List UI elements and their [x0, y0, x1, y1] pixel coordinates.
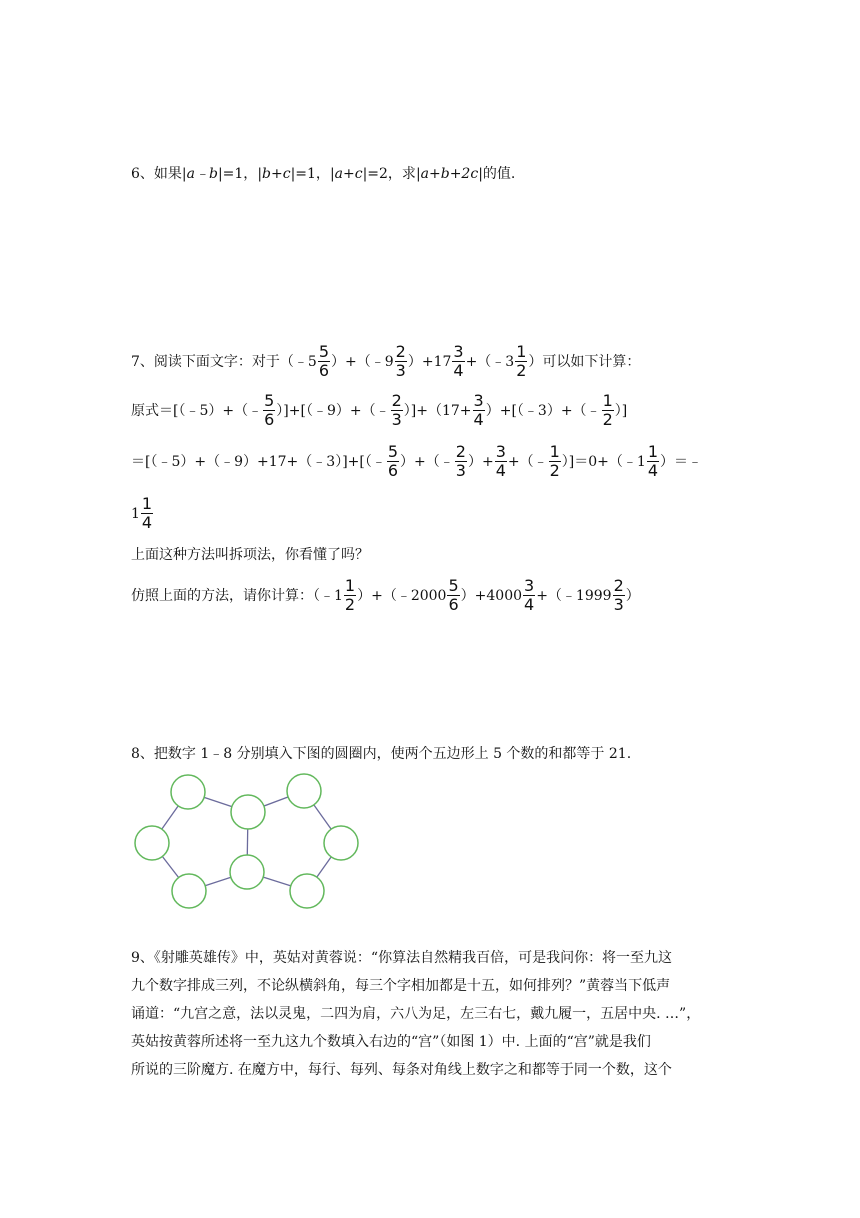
q7-text: ）+（﹣9	[331, 353, 394, 370]
numerator: 2	[395, 342, 406, 361]
denominator: 2	[602, 410, 613, 429]
numerator: 1	[141, 494, 153, 513]
q7-text: ）]+（17+	[403, 402, 472, 419]
denominator: 3	[395, 361, 406, 380]
q7-text: ）可以如下计算：	[528, 353, 641, 370]
abs-bar: |	[362, 166, 368, 182]
number-circle[interactable]	[230, 855, 264, 889]
q7-step-2	[131, 443, 702, 480]
q7-text: ）+（﹣2000	[357, 587, 447, 604]
numerator: 2	[455, 442, 466, 461]
question-6	[131, 164, 515, 184]
q7-text: 仿照上面的方法，请你计算：（﹣1	[131, 587, 343, 604]
q7-text: +（﹣	[507, 453, 548, 470]
q7-text: ）+（﹣	[400, 453, 454, 470]
number-circle[interactable]	[171, 775, 205, 809]
fraction	[473, 392, 485, 429]
q9-line: 九个数字排成三列，不论纵横斜角，每三个字相加都是十五，如何排列？”黄蓉当下低声	[131, 978, 671, 994]
question-9	[131, 944, 731, 1084]
fraction	[523, 577, 535, 614]
expr-a-b-2c: a+b+2c	[420, 166, 479, 182]
denominator: 6	[448, 595, 459, 614]
fraction	[452, 343, 464, 380]
fraction	[387, 443, 399, 480]
fraction	[395, 343, 407, 380]
denominator: 6	[264, 410, 275, 429]
numerator: 3	[453, 342, 464, 361]
fraction	[391, 392, 403, 429]
fraction	[647, 443, 659, 480]
q7-text: ）+4000	[460, 587, 523, 604]
whole-number: 1	[131, 505, 140, 522]
fraction	[447, 577, 459, 614]
denominator: 3	[613, 595, 624, 614]
q7-text: ）]＝0+（﹣1	[561, 453, 646, 470]
question-8: 8、把数字 1﹣8 分别填入下图的圆圈内，使两个五边形上 5 个数的和都等于 21.	[131, 746, 632, 762]
denominator: 3	[391, 410, 402, 429]
denominator: 4	[141, 513, 153, 532]
q7-text: ）	[625, 587, 640, 604]
q7-text: ）]	[614, 402, 628, 419]
q9-line: 9、《射雕英雄传》中，英姑对黄蓉说：“你算法自然精我百倍，可是我问你：将一至九这	[131, 950, 673, 966]
q7-text: ）＝﹣	[660, 453, 702, 470]
expr-a-minus-b: a﹣b	[186, 166, 218, 182]
denominator: 6	[387, 461, 399, 480]
numerator: 1	[647, 442, 658, 461]
abs-bar: |	[257, 166, 263, 182]
q7-text: +（﹣1999	[536, 587, 612, 604]
q9-line: 诵道：“九宫之意，法以灵鬼，二四为肩，六八为足，左三右七，戴九履一，五居中央. …”，	[131, 1006, 701, 1022]
denominator: 2	[516, 361, 527, 380]
numerator: 3	[524, 576, 535, 595]
number-circle[interactable]	[290, 874, 324, 908]
denominator: 4	[647, 461, 658, 480]
abs-bar: |	[290, 166, 296, 182]
denominator: 4	[453, 361, 464, 380]
numerator: 1	[344, 576, 356, 595]
q7-text: ）+17	[407, 353, 452, 370]
q9-line: 所说的三阶魔方. 在魔方中，每行、每列、每条对角线上数字之和都等于同一个数，这个	[131, 1062, 672, 1078]
numerator: 2	[391, 391, 402, 410]
double-pentagon-diagram	[125, 770, 365, 920]
denominator: 2	[549, 461, 560, 480]
number-circle[interactable]	[324, 826, 358, 860]
numerator: 1	[516, 342, 527, 361]
denominator: 2	[344, 595, 356, 614]
number-circle[interactable]	[135, 826, 169, 860]
abs-bar: |	[181, 166, 187, 182]
numerator: 1	[602, 391, 613, 410]
q9-line: 英姑按黄蓉所述将一至九这九个数填入右边的“宫”（如图 1）中. 上面的“宫”就是我们	[131, 1034, 651, 1050]
denominator: 4	[495, 461, 506, 480]
fraction	[549, 443, 561, 480]
fraction	[318, 343, 330, 380]
numerator: 5	[264, 391, 275, 410]
fraction	[455, 443, 467, 480]
number-circle[interactable]	[172, 874, 206, 908]
denominator: 3	[455, 461, 466, 480]
fraction	[495, 443, 507, 480]
numerator: 3	[473, 391, 484, 410]
fraction	[344, 577, 356, 614]
denominator: 4	[524, 595, 535, 614]
fraction	[263, 392, 275, 429]
abs-bar: |	[415, 166, 421, 182]
q7-step-1	[131, 392, 627, 429]
q7-step-3	[131, 495, 154, 532]
q6-suffix: 的值.	[482, 166, 516, 182]
fraction	[613, 577, 625, 614]
q7-text: 原式＝[（﹣5）+（﹣	[131, 402, 263, 419]
denominator: 6	[318, 361, 330, 380]
eq-two: =2，求	[367, 166, 416, 182]
q7-intro-text: 7、阅读下面文字：对于（﹣5	[131, 353, 317, 370]
q7-explain: 上面这种方法叫拆项法，你看懂了吗？	[131, 547, 369, 563]
number-circle[interactable]	[231, 795, 265, 829]
q6-prefix: 6、如果	[131, 166, 182, 182]
numerator: 2	[613, 576, 624, 595]
abs-bar: |	[329, 166, 335, 182]
numerator: 5	[318, 342, 330, 361]
abs-bar: |	[217, 166, 223, 182]
eq-one: =1，	[222, 166, 258, 182]
q7-text: ）]+[（﹣9）+（﹣	[276, 402, 390, 419]
eq-one: =1，	[295, 166, 330, 182]
abs-bar: |	[478, 166, 483, 182]
numerator: 5	[448, 576, 459, 595]
fraction	[515, 343, 527, 380]
q7-task	[131, 577, 640, 614]
numerator: 5	[387, 442, 399, 461]
q7-text: ）+	[467, 453, 494, 470]
question-7-intro	[131, 343, 640, 380]
q7-text: ＝[（﹣5）+（﹣9）+17+（﹣3）]+[（﹣	[131, 453, 386, 470]
number-circle[interactable]	[287, 774, 321, 808]
fraction	[141, 495, 153, 532]
expr-a-plus-c: a+c	[334, 166, 363, 182]
numerator: 3	[495, 442, 506, 461]
denominator: 4	[473, 410, 484, 429]
numerator: 1	[549, 442, 560, 461]
q7-text: ）+[（﹣3）+（﹣	[485, 402, 601, 419]
fraction	[602, 392, 614, 429]
expr-b-plus-c: b+c	[262, 166, 291, 182]
q7-text: +（﹣3	[465, 353, 515, 370]
